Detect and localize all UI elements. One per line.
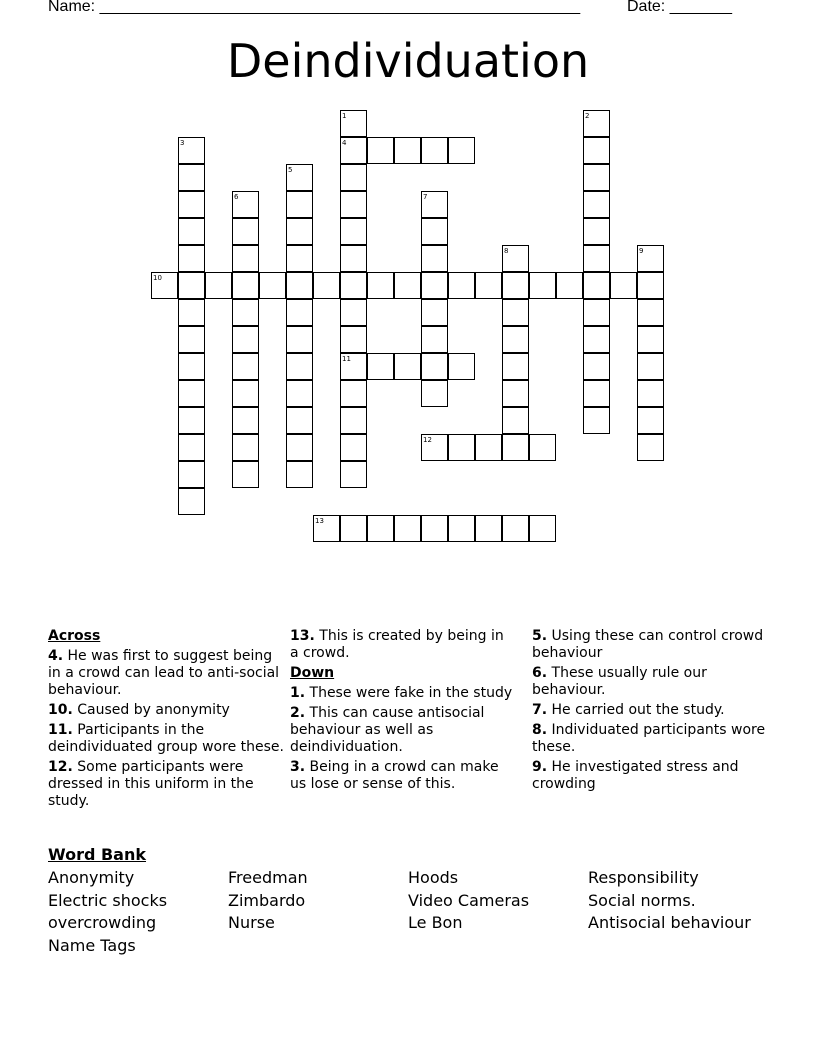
word-bank-item: Nurse bbox=[228, 913, 275, 932]
word-bank-item: Hoods bbox=[408, 868, 459, 887]
crossword-cell[interactable] bbox=[286, 380, 313, 407]
crossword-cell[interactable] bbox=[502, 299, 529, 326]
crossword-cell[interactable] bbox=[502, 353, 529, 380]
crossword-cell[interactable] bbox=[178, 191, 205, 218]
crossword-cell[interactable] bbox=[340, 434, 367, 461]
clue-number: 4 bbox=[342, 139, 347, 147]
crossword-cell[interactable] bbox=[178, 218, 205, 245]
crossword-cell[interactable] bbox=[475, 434, 502, 461]
crossword-cell[interactable] bbox=[394, 515, 421, 542]
crossword-cell[interactable] bbox=[340, 299, 367, 326]
clue-across-4: 4. He was first to suggest being in a crowd can lead to anti-social behaviour. bbox=[48, 648, 280, 698]
crossword-cell[interactable] bbox=[421, 218, 448, 245]
crossword-cell[interactable] bbox=[637, 272, 664, 299]
crossword-cell[interactable] bbox=[232, 191, 259, 218]
word-bank-item: Video Cameras bbox=[408, 891, 530, 910]
clue-down-7: 7. He carried out the study. bbox=[532, 702, 725, 718]
crossword-cell[interactable] bbox=[448, 272, 475, 299]
crossword-cell[interactable] bbox=[502, 326, 529, 353]
crossword-cell[interactable] bbox=[286, 461, 313, 488]
crossword-cell[interactable] bbox=[637, 326, 664, 353]
crossword-cell[interactable] bbox=[286, 434, 313, 461]
crossword-cell[interactable] bbox=[151, 272, 178, 299]
crossword-cell[interactable] bbox=[502, 272, 529, 299]
crossword-cell[interactable] bbox=[340, 191, 367, 218]
crossword-cell[interactable] bbox=[421, 245, 448, 272]
crossword-cell[interactable] bbox=[340, 272, 367, 299]
crossword-cell[interactable] bbox=[583, 110, 610, 137]
crossword-cell[interactable] bbox=[637, 245, 664, 272]
crossword-cell[interactable] bbox=[448, 515, 475, 542]
crossword-cell[interactable] bbox=[340, 407, 367, 434]
crossword-cell[interactable] bbox=[583, 353, 610, 380]
crossword-cell[interactable] bbox=[529, 515, 556, 542]
clue-number: 6 bbox=[234, 193, 239, 201]
clue-number: 13 bbox=[315, 517, 324, 525]
down-heading: Down bbox=[290, 665, 335, 681]
crossword-cell[interactable] bbox=[367, 515, 394, 542]
crossword-cell[interactable] bbox=[583, 380, 610, 407]
crossword-cell[interactable] bbox=[367, 272, 394, 299]
clue-number: 11 bbox=[342, 355, 351, 363]
crossword-cell[interactable] bbox=[286, 299, 313, 326]
crossword-cell[interactable] bbox=[529, 434, 556, 461]
crossword-cell[interactable] bbox=[340, 137, 367, 164]
clue-down-5: 5. Using these can control crowd behaviour bbox=[532, 628, 764, 661]
crossword-cell[interactable] bbox=[583, 407, 610, 434]
crossword-cell[interactable] bbox=[340, 218, 367, 245]
crossword-cell[interactable] bbox=[394, 137, 421, 164]
crossword-cell[interactable] bbox=[286, 164, 313, 191]
crossword-cell[interactable] bbox=[178, 245, 205, 272]
clue-down-6: 6. These usually rule our behaviour. bbox=[532, 665, 707, 698]
name-field-line: Name: ______________________________________________________ bbox=[48, 0, 581, 15]
crossword-cell[interactable] bbox=[421, 272, 448, 299]
crossword-cell[interactable] bbox=[637, 299, 664, 326]
crossword-cell[interactable] bbox=[178, 488, 205, 515]
crossword-cell[interactable] bbox=[232, 245, 259, 272]
crossword-cell[interactable] bbox=[340, 353, 367, 380]
crossword-cell[interactable] bbox=[637, 407, 664, 434]
crossword-cell[interactable] bbox=[205, 272, 232, 299]
crossword-cell[interactable] bbox=[178, 164, 205, 191]
word-bank-item: Name Tags bbox=[48, 936, 136, 955]
crossword-cell[interactable] bbox=[448, 434, 475, 461]
crossword-cell[interactable] bbox=[502, 515, 529, 542]
crossword-cell[interactable] bbox=[556, 272, 583, 299]
crossword-cell[interactable] bbox=[583, 218, 610, 245]
crossword-cell[interactable] bbox=[340, 326, 367, 353]
clues-column-2 bbox=[290, 628, 514, 796]
crossword-cell[interactable] bbox=[583, 164, 610, 191]
crossword-cell[interactable] bbox=[232, 272, 259, 299]
clue-down-9: 9. He investigated stress and crowding bbox=[532, 759, 739, 792]
crossword-cell[interactable] bbox=[232, 299, 259, 326]
crossword-cell[interactable] bbox=[286, 353, 313, 380]
clue-number: 8 bbox=[504, 247, 509, 255]
crossword-cell[interactable] bbox=[637, 353, 664, 380]
clue-number: 9 bbox=[639, 247, 644, 255]
crossword-cell[interactable] bbox=[340, 515, 367, 542]
crossword-cell[interactable] bbox=[286, 191, 313, 218]
clue-across-11: 11. Participants in the deindividuated group wore these. bbox=[48, 722, 284, 755]
word-bank-item: Responsibility bbox=[588, 868, 699, 887]
crossword-cell[interactable] bbox=[340, 380, 367, 407]
word-bank-heading: Word Bank bbox=[48, 845, 147, 864]
crossword-cell[interactable] bbox=[475, 515, 502, 542]
crossword-cell[interactable] bbox=[232, 461, 259, 488]
crossword-cell[interactable] bbox=[178, 272, 205, 299]
crossword-cell[interactable] bbox=[232, 218, 259, 245]
crossword-cell[interactable] bbox=[583, 245, 610, 272]
crossword-cell[interactable] bbox=[232, 434, 259, 461]
crossword-cell[interactable] bbox=[178, 137, 205, 164]
crossword-cell[interactable] bbox=[583, 191, 610, 218]
crossword-cell[interactable] bbox=[286, 272, 313, 299]
clue-number: 7 bbox=[423, 193, 428, 201]
crossword-cell[interactable] bbox=[178, 380, 205, 407]
clue-number: 2 bbox=[585, 112, 590, 120]
crossword-cell[interactable] bbox=[502, 407, 529, 434]
clue-number: 3 bbox=[180, 139, 185, 147]
crossword-cell[interactable] bbox=[637, 434, 664, 461]
crossword-cell[interactable] bbox=[286, 245, 313, 272]
crossword-cell[interactable] bbox=[178, 299, 205, 326]
crossword-cell[interactable] bbox=[313, 272, 340, 299]
clues-column-3 bbox=[532, 628, 768, 796]
word-bank-item: overcrowding bbox=[48, 913, 157, 932]
word-bank-item: Freedman bbox=[228, 868, 308, 887]
crossword-cell[interactable] bbox=[421, 380, 448, 407]
crossword-cell[interactable] bbox=[421, 353, 448, 380]
crossword-cell[interactable] bbox=[178, 353, 205, 380]
crossword-cell[interactable] bbox=[421, 515, 448, 542]
crossword-cell[interactable] bbox=[394, 272, 421, 299]
crossword-cell[interactable] bbox=[421, 326, 448, 353]
crossword-cell[interactable] bbox=[259, 272, 286, 299]
crossword-cell[interactable] bbox=[421, 137, 448, 164]
clue-number: 10 bbox=[153, 274, 162, 282]
crossword-cell[interactable] bbox=[340, 245, 367, 272]
crossword-cell[interactable] bbox=[367, 137, 394, 164]
crossword-cell[interactable] bbox=[178, 434, 205, 461]
clue-across-12: 12. Some participants were dressed in this uniform in the study. bbox=[48, 759, 254, 809]
word-bank-item: Anonymity bbox=[48, 868, 135, 887]
crossword-cell[interactable] bbox=[529, 272, 556, 299]
crossword-cell[interactable] bbox=[367, 353, 394, 380]
crossword-cell[interactable] bbox=[340, 110, 367, 137]
clue-down-1: 1. These were fake in the study bbox=[290, 685, 513, 701]
crossword-cell[interactable] bbox=[232, 353, 259, 380]
clue-down-2: 2. This can cause antisocial behaviour as well as deindividuation. bbox=[290, 705, 485, 755]
crossword-cell[interactable] bbox=[502, 434, 529, 461]
word-bank-item: Antisocial behaviour bbox=[588, 913, 751, 932]
clue-across-10: 10. Caused by anonymity bbox=[48, 702, 230, 718]
crossword-cell[interactable] bbox=[421, 191, 448, 218]
crossword-cell[interactable] bbox=[583, 299, 610, 326]
clue-number: 5 bbox=[288, 166, 293, 174]
crossword-cell[interactable] bbox=[340, 164, 367, 191]
crossword-cell[interactable] bbox=[313, 515, 340, 542]
word-bank-item: Le Bon bbox=[408, 913, 463, 932]
word-bank-item: Zimbardo bbox=[228, 891, 306, 910]
crossword-cell[interactable] bbox=[178, 461, 205, 488]
crossword-cell[interactable] bbox=[448, 353, 475, 380]
crossword-cell[interactable] bbox=[340, 461, 367, 488]
crossword-cell[interactable] bbox=[610, 272, 637, 299]
crossword-cell[interactable] bbox=[394, 353, 421, 380]
crossword-cell[interactable] bbox=[583, 272, 610, 299]
crossword-cell[interactable] bbox=[178, 326, 205, 353]
crossword-cell[interactable] bbox=[502, 380, 529, 407]
word-bank-item: Electric shocks bbox=[48, 891, 168, 910]
word-bank-item: Social norms. bbox=[588, 891, 696, 910]
date-field-line: Date: _______ bbox=[627, 0, 732, 15]
crossword-cell[interactable] bbox=[502, 245, 529, 272]
page-title: Deindividuation bbox=[226, 34, 590, 88]
crossword-cell[interactable] bbox=[421, 434, 448, 461]
across-heading: Across bbox=[48, 628, 101, 644]
crossword-cell[interactable] bbox=[232, 407, 259, 434]
crossword-cell[interactable] bbox=[232, 380, 259, 407]
crossword-cell[interactable] bbox=[448, 137, 475, 164]
clue-across-13: 13. This is created by being in a crowd. bbox=[290, 628, 504, 661]
crossword-cell[interactable] bbox=[286, 407, 313, 434]
clue-number: 1 bbox=[342, 112, 347, 120]
crossword-cell[interactable] bbox=[583, 326, 610, 353]
clue-down-3: 3. Being in a crowd can make us lose or sense of this. bbox=[290, 759, 499, 792]
crossword-cell[interactable] bbox=[475, 272, 502, 299]
clue-number: 12 bbox=[423, 436, 432, 444]
crossword-cell[interactable] bbox=[232, 326, 259, 353]
crossword-cell[interactable] bbox=[421, 299, 448, 326]
crossword-cell[interactable] bbox=[583, 137, 610, 164]
crossword-cell[interactable] bbox=[286, 326, 313, 353]
clue-down-8: 8. Individuated participants wore these. bbox=[532, 722, 766, 755]
clues-column-1 bbox=[48, 628, 284, 813]
crossword-cell[interactable] bbox=[637, 380, 664, 407]
crossword-cell[interactable] bbox=[178, 407, 205, 434]
crossword-cell[interactable] bbox=[286, 218, 313, 245]
